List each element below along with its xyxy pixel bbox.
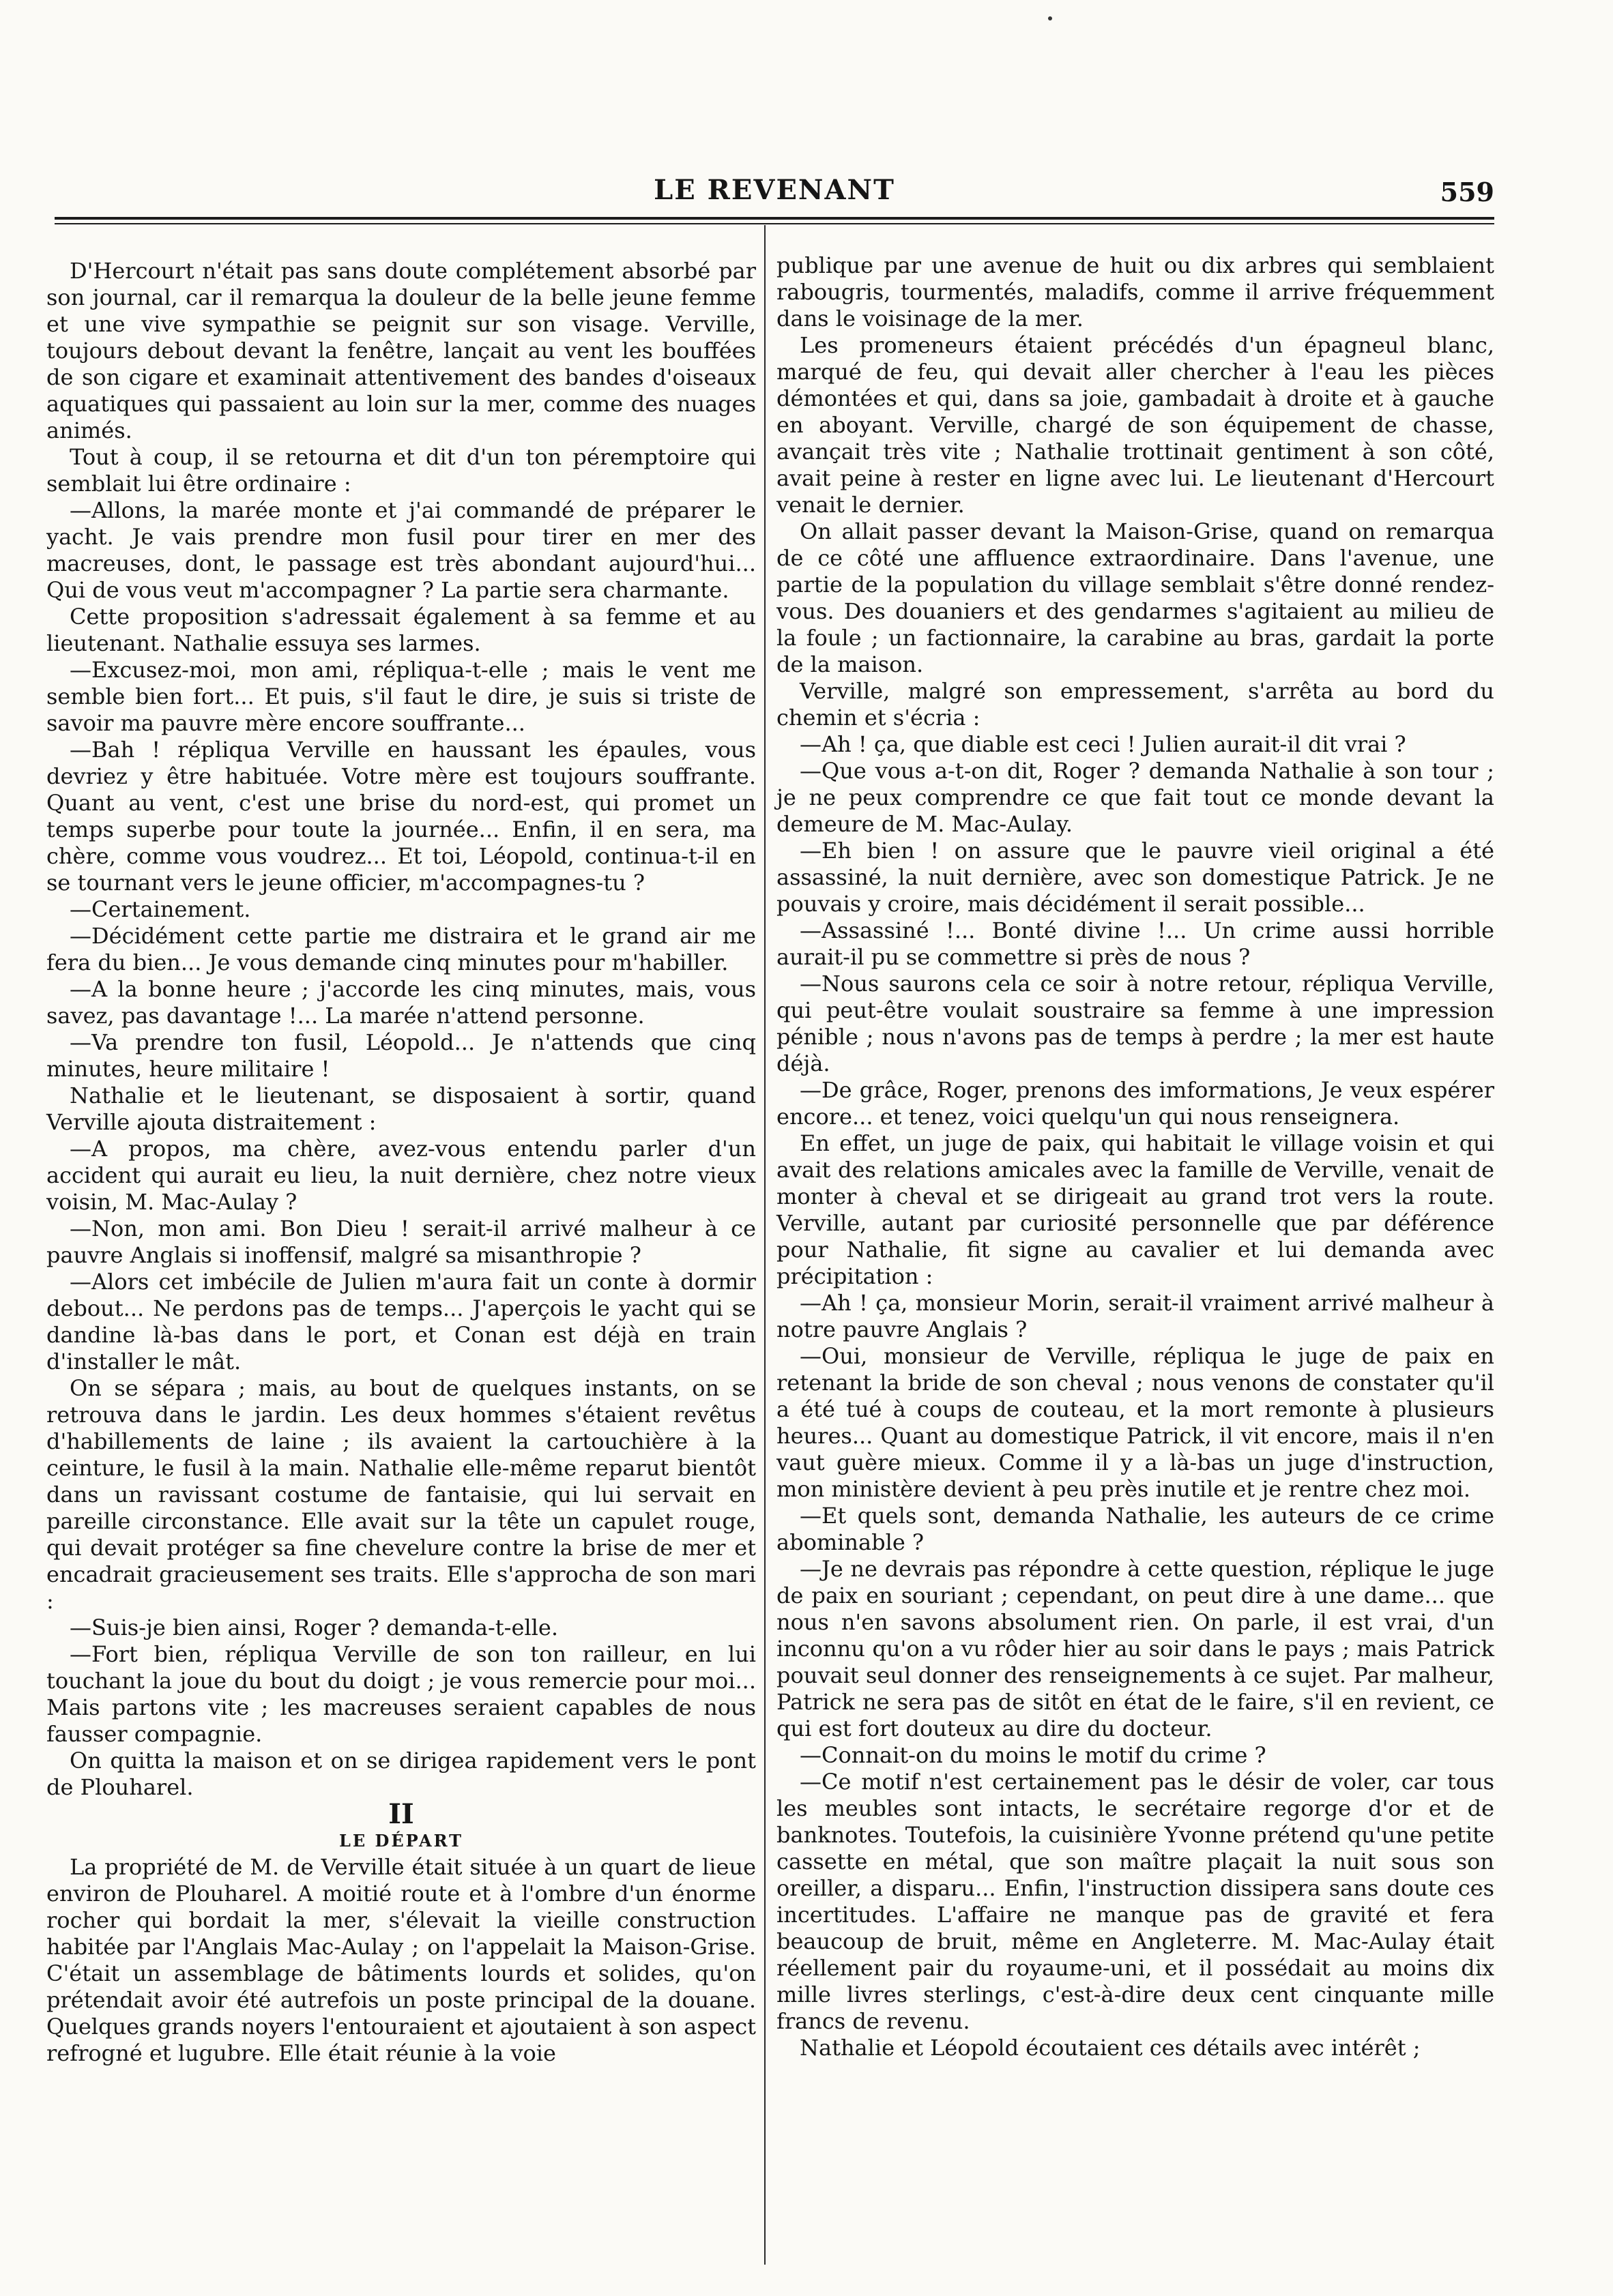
paragraph: —Ah ! ça, monsieur Morin, serait-il vraiment arrivé malheur à notre pauvre Anglais ? bbox=[776, 1290, 1494, 1342]
paragraph: —Fort bien, répliqua Verville de son ton railleur, en lui touchant la joue du bout du doigt ; je vous remercie pour moi... Mais partons vite ; les macreuses seraient capables de nous fausser compagnie. bbox=[46, 1641, 756, 1747]
chapter-number: II bbox=[388, 1798, 414, 1830]
paragraph: —Eh bien ! on assure que le pauvre vieil original a été assassiné, la nuit dernière, avec son domestique Patrick. Je ne pouvais y croire, mais décidément il serait possible... bbox=[776, 838, 1494, 917]
page-header bbox=[55, 174, 1494, 215]
paragraph: —A la bonne heure ; j'accorde les cinq minutes, mais, vous savez, pas davantage !... La marée n'attend personne. bbox=[46, 976, 756, 1029]
paragraph: —A propos, ma chère, avez-vous entendu parler d'un accident qui aurait eu lieu, la nuit dernière, chez notre vieux voisin, M. Mac-Aulay ? bbox=[46, 1136, 756, 1215]
paragraph: Verville, malgré son empressement, s'arrêta au bord du chemin et s'écria : bbox=[776, 678, 1494, 731]
paragraph: En effet, un juge de paix, qui habitait le village voisin et qui avait des relations amicales avec la famille de Verville, venait de monter à cheval et se dirigeait au grand trot vers la route. Verville, autant par curiosité personnelle que par déférence pour Nathalie, fit signe au cavalier et lui demanda avec précipitation : bbox=[776, 1130, 1494, 1289]
paragraph: D'Hercourt n'était pas sans doute complétement absorbé par son journal, car il remarqua la douleur de la belle jeune femme et une vive sympathie se peignit sur son visage. Verville, toujours debout devant la fenêtre, lançait au vent les bouffées de son cigare et examinait attentivement des bandes d'oiseaux aquatiques qui passaient au loin sur la mer, comme des nuages animés. bbox=[46, 258, 756, 443]
page-number: 559 bbox=[1440, 177, 1494, 207]
header-rule-thick bbox=[55, 217, 1494, 220]
paragraph: La propriété de M. de Verville était située à un quart de lieue environ de Plouharel. A moitié route et à l'ombre d'un énorme rocher qui bordait la mer, s'élevait la vieille construction habitée par l'Anglais Mac-Aulay ; on l'appelait la Maison-Grise. C'était un assemblage de bâtiments lourds et solides, qu'on prétendait avoir été autrefois un poste principal de la douane. Quelques grands noyers l'entouraient et ajoutaient à son aspect refrogné et lugubre. Elle était réunie à la voie bbox=[46, 1854, 756, 2066]
paragraph: On allait passer devant la Maison-Grise, quand on remarqua de ce côté une affluence extraordinaire. Dans l'avenue, une partie de la population du village semblait s'être donné rendez-vous. Des douaniers et des gendarmes s'agitaient au milieu de la foule ; un factionnaire, la carabine au bras, gardait la porte de la maison. bbox=[776, 518, 1494, 677]
paragraph: —Ah ! ça, que diable est ceci ! Julien aurait-il dit vrai ? bbox=[800, 731, 1406, 757]
paragraph: —Certainement. bbox=[70, 896, 251, 922]
right-column bbox=[776, 252, 1494, 2061]
paragraph: —Connait-on du moins le motif du crime ? bbox=[800, 1742, 1266, 1768]
paragraph: —Je ne devrais pas répondre à cette question, réplique le juge de paix en souriant ; cependant, on peut dire à une dame... que nous n'en savons absolument rien. On parle, il est vrai, d'un inconnu qu'on a vu rôder hier au soir dans le pays ; mais Patrick pouvait seul donner des renseignements à ce sujet. Par malheur, Patrick ne sera pas de sitôt en état de le faire, s'il en revient, ce qui est fort douteux au dire du docteur. bbox=[776, 1556, 1494, 1741]
paragraph: —Allons, la marée monte et j'ai commandé de préparer le yacht. Je vais prendre mon fusil pour tirer en mer des macreuses, dont, le passage est très abondant aujourd'hui... Qui de vous veut m'accompagner ? La partie sera charmante. bbox=[46, 497, 756, 603]
running-title: LE REVENANT bbox=[654, 174, 895, 206]
paragraph: —Alors cet imbécile de Julien m'aura fait un conte à dormir debout... Ne perdons pas de temps... J'aperçois le yacht qui se dandine là-bas dans le port, et Conan est déjà en train d'installer le mât. bbox=[46, 1269, 756, 1374]
paragraph: —Décidément cette partie me distraira et le grand air me fera du bien... Je vous demande cinq minutes pour m'habiller. bbox=[46, 923, 756, 975]
paragraph: —Nous saurons cela ce soir à notre retour, répliqua Verville, qui peut-être voulait soustraire sa femme à une impression pénible ; nous n'avons pas de temps à perdre ; la mer est haute déjà. bbox=[776, 971, 1494, 1076]
left-column bbox=[46, 258, 756, 2067]
paragraph: —Non, mon ami. Bon Dieu ! serait-il arrivé malheur à ce pauvre Anglais si inoffensif, malgré sa misanthropie ? bbox=[46, 1216, 756, 1268]
paragraph: —Va prendre ton fusil, Léopold... Je n'attends que cinq minutes, heure militaire ! bbox=[46, 1029, 756, 1082]
paragraph: Cette proposition s'adressait également à sa femme et au lieutenant. Nathalie essuya ses larmes. bbox=[46, 604, 756, 656]
header-rule-thin bbox=[55, 223, 1494, 224]
paragraph: Les promeneurs étaient précédés d'un épagneul blanc, marqué de feu, qui devait aller chercher à l'eau les pièces démontées et qui, dans sa joie, gambadait à droite et à gauche en aboyant. Verville, chargé de son équipement de chasse, avançait très vite ; Nathalie trottinait gentiment à son côté, avait peine à rester en ligne avec lui. Le lieutenant d'Hercourt venait le dernier. bbox=[776, 332, 1494, 518]
paragraph: —Excusez-moi, mon ami, répliqua-t-elle ; mais le vent me semble bien fort... Et puis, s'il faut le dire, je suis si triste de savoir ma pauvre mère encore souffrante... bbox=[46, 657, 756, 736]
paragraph: Tout à coup, il se retourna et dit d'un ton péremptoire qui semblait lui être ordinaire : bbox=[46, 444, 756, 497]
paragraph: publique par une avenue de huit ou dix arbres qui semblaient rabougris, tourmentés, maladifs, comme il arrive fréquemment dans le voisinage de la mer. bbox=[776, 252, 1494, 332]
paragraph: Nathalie et Léopold écoutaient ces détails avec intérêt ; bbox=[800, 2035, 1421, 2061]
paragraph: —Bah ! répliqua Verville en haussant les épaules, vous devriez y être habituée. Votre mère est toujours souffrante. Quant au vent, c'est une brise du nord-est, qui promet un temps superbe pour toute la journée... Enfin, il en sera, ma chère, comme vous voudrez... Et toi, Léopold, continua-t-il en se tournant vers le jeune officier, m'accompagnes-tu ? bbox=[46, 737, 756, 896]
paragraph: —De grâce, Roger, prenons des imformations, Je veux espérer encore... et tenez, voici quelqu'un qui nous renseignera. bbox=[776, 1077, 1494, 1130]
speck-mark bbox=[1048, 16, 1052, 20]
paragraph: On quitta la maison et on se dirigea rapidement vers le pont de Plouharel. bbox=[46, 1748, 756, 1800]
paragraph: —Assassiné !... Bonté divine !... Un crime aussi horrible aurait-il pu se commettre si près de nous ? bbox=[776, 917, 1494, 970]
paragraph: Nathalie et le lieutenant, se disposaient à sortir, quand Verville ajouta distraitement : bbox=[46, 1083, 756, 1135]
paragraph: —Et quels sont, demanda Nathalie, les auteurs de ce crime abominable ? bbox=[776, 1503, 1494, 1555]
column-divider bbox=[764, 225, 766, 2265]
paragraph: On se sépara ; mais, au bout de quelques instants, on se retrouva dans le jardin. Les deux hommes s'étaient revêtus d'habillements de laine ; ils avaient la cartouchière à la ceinture, le fusil à la main. Nathalie elle-même reparut bientôt dans un ravissant costume de fantaisie, qui lui servait en pareille circonstance. Elle avait sur la tête un capulet rouge, qui devait protéger sa fine chevelure contre la brise de mer et encadrait gracieusement ses traits. Elle s'approcha de son mari : bbox=[46, 1375, 756, 1614]
chapter-title: LE DÉPART bbox=[339, 1831, 463, 1851]
paragraph: —Ce motif n'est certainement pas le désir de voler, car tous les meubles sont intacts, le secrétaire regorge d'or et de banknotes. Toutefois, la cuisinière Yvonne prétend qu'une petite cassette en métal, que son maître plaçait la nuit sous son oreiller, a disparu... Enfin, l'instruction dissipera sans doute ces incertitudes. L'affaire ne manque pas de gravité et fera beaucoup de bruit, même en Angleterre. M. Mac-Aulay était réellement pair du royaume-uni, et il possédait au moins dix mille livres sterlings, c'est-à-dire deux cent cinquante mille francs de revenu. bbox=[776, 1769, 1494, 2034]
paragraph: —Que vous a-t-on dit, Roger ? demanda Nathalie à son tour ; je ne peux comprendre ce que fait tout ce monde devant la demeure de M. Mac-Aulay. bbox=[776, 758, 1494, 837]
paragraph: —Suis-je bien ainsi, Roger ? demanda-t-elle. bbox=[70, 1615, 558, 1640]
paragraph: —Oui, monsieur de Verville, répliqua le juge de paix en retenant la bride de son cheval ; nous venons de constater qu'il a été tué à coups de couteau, et la mort remonte à plusieurs heures... Quant au domestique Patrick, il vit encore, mais il n'en vaut guère mieux. Comme il y a là-bas un juge d'instruction, mon ministère devient à peu près inutile et je rentre chez moi. bbox=[776, 1343, 1494, 1502]
